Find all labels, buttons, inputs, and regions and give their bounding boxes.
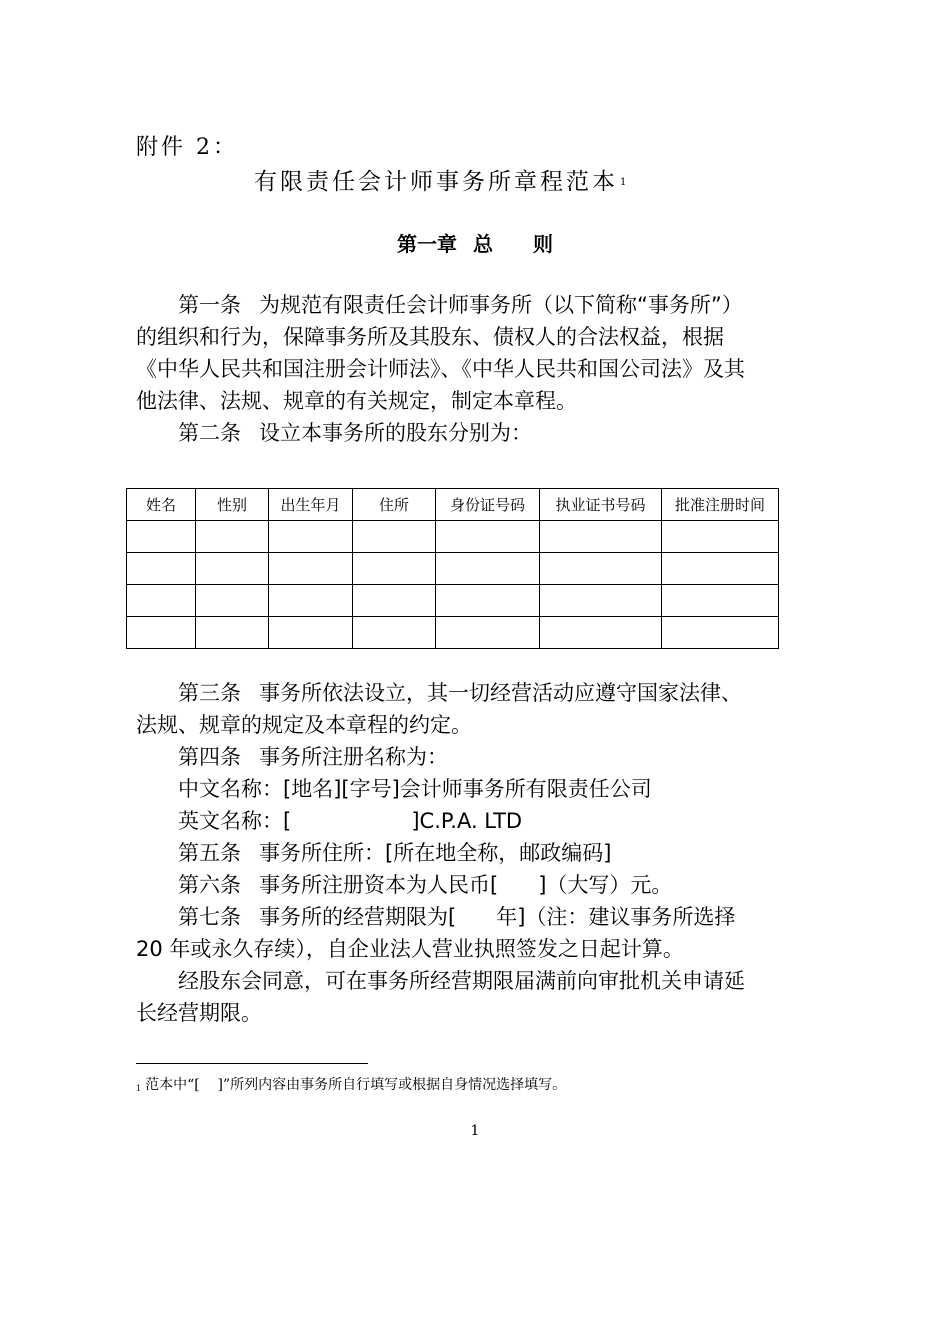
table-row [127, 585, 779, 617]
article-6 [136, 869, 762, 901]
table-cell [540, 521, 662, 553]
article-3-text: 事务所依法设立，其一切经营活动应遵守国家法律、法规、规章的规定及本章程的约定。 [136, 681, 742, 737]
header-approval-date: 批准注册时间 [662, 489, 779, 521]
table-cell [269, 553, 353, 585]
article-6-label: 第六条 [178, 873, 241, 897]
article-2 [136, 417, 762, 449]
table-cell [436, 617, 540, 649]
table-cell [353, 617, 436, 649]
table-cell [662, 521, 779, 553]
page-number: 1 [470, 1123, 480, 1139]
footnote-text: 范本中“[ ]”所列内容由事务所自行填写或根据自身情况选择填写。 [145, 1077, 567, 1093]
title-footnote-ref: 1 [620, 177, 627, 188]
articles-bottom [136, 677, 762, 1029]
table-cell [269, 521, 353, 553]
shareholder-table [126, 488, 779, 649]
article-1-label: 第一条 [178, 293, 241, 317]
table-cell [540, 585, 662, 617]
header-gender: 性别 [196, 489, 269, 521]
table-cell [662, 617, 779, 649]
table-cell [540, 553, 662, 585]
article-4-label: 第四条 [178, 745, 241, 769]
table-cell [269, 585, 353, 617]
header-birth-date: 出生年月 [269, 489, 353, 521]
article-1 [136, 289, 762, 417]
article-7 [136, 901, 762, 965]
table-cell [127, 553, 196, 585]
table-row [127, 617, 779, 649]
table-cell [353, 521, 436, 553]
article-6-text: 事务所注册资本为人民币[ ]（大写）元。 [259, 873, 673, 897]
article-5 [136, 837, 762, 869]
extension-paragraph: 经股东会同意，可在事务所经营期限届满前向审批机关申请延长经营期限。 [136, 969, 745, 1025]
article-5-text: 事务所住所：[所在地全称，邮政编码] [259, 841, 612, 865]
table-cell [353, 553, 436, 585]
footnote-divider [136, 1063, 368, 1064]
header-name: 姓名 [127, 489, 196, 521]
table-cell [436, 553, 540, 585]
article-5-label: 第五条 [178, 841, 241, 865]
table-cell [196, 585, 269, 617]
footnote-ref: 1 [136, 1084, 142, 1093]
article-4-text: 事务所注册名称为： [259, 745, 448, 769]
table-cell [127, 521, 196, 553]
table-row [127, 521, 779, 553]
table-cell [662, 585, 779, 617]
article-4 [136, 741, 762, 773]
table-cell [353, 585, 436, 617]
footnote [136, 1074, 566, 1094]
table-cell [662, 553, 779, 585]
article-2-text: 设立本事务所的股东分别为： [259, 421, 532, 445]
document-title [254, 163, 626, 196]
article-1-text: 为规范有限责任会计师事务所（以下简称“事务所”）的组织和行为，保障事务所及其股东、债权人的合法权益，根据《中华人民共和国注册会计师法》、《中华人民共和国公司法》及其他法律、法规、规章的有关规定，制定本章程。 [136, 293, 745, 413]
table-cell [436, 521, 540, 553]
table-cell [196, 553, 269, 585]
attachment-label: 附件 2： [136, 135, 238, 160]
table-cell [269, 617, 353, 649]
article-3-label: 第三条 [178, 681, 241, 705]
article-2-label: 第二条 [178, 421, 241, 445]
chapter-title-part2: 则 [533, 232, 553, 256]
table-cell [127, 585, 196, 617]
header-id-number: 身份证号码 [436, 489, 540, 521]
header-residence: 住所 [353, 489, 436, 521]
chinese-name-line: 中文名称：[地名][字号]会计师事务所有限责任公司 [178, 777, 652, 801]
article-7-text: 事务所的经营期限为[ 年]（注：建议事务所选择 20 年或永久存续），自企业法人营业执照签发之日起计算。 [136, 905, 743, 961]
header-license-number: 执业证书号码 [540, 489, 662, 521]
chapter-heading [0, 228, 950, 257]
table-row [127, 553, 779, 585]
english-name-line: 英文名称：[ ]C.P.A. LTD [178, 809, 523, 833]
article-3 [136, 677, 762, 741]
document-title-text: 有限责任会计师事务所章程范本 [254, 169, 618, 195]
article-7-label: 第七条 [178, 905, 241, 929]
table-cell [196, 521, 269, 553]
table-cell [127, 617, 196, 649]
table-cell [196, 617, 269, 649]
table-header-row [127, 489, 779, 521]
table-cell [436, 585, 540, 617]
chapter-title-part1: 总 [473, 232, 493, 256]
table-cell [540, 617, 662, 649]
articles-top [136, 289, 762, 449]
chapter-number: 第一章 [397, 232, 457, 256]
